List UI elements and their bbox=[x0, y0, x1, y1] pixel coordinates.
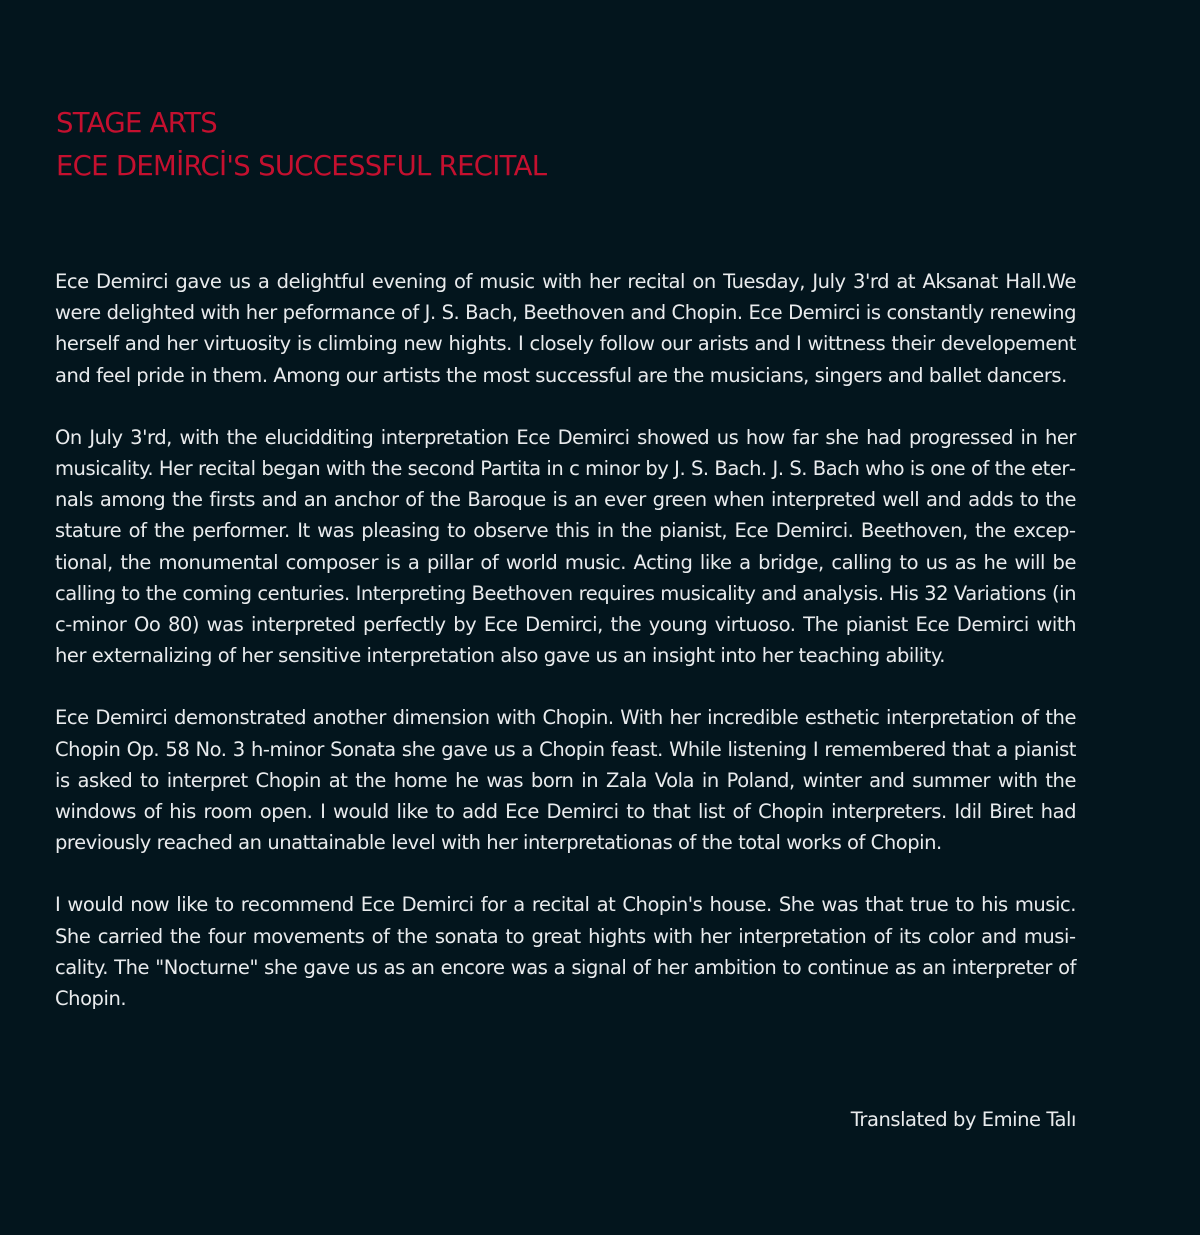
section-label: STAGE ARTS bbox=[56, 107, 218, 139]
translator-credit: Translated by Emine Talı bbox=[850, 1108, 1076, 1131]
page-heading bbox=[56, 102, 1076, 188]
article-title: ECE DEMİRCİ'S SUCCESSFUL RECITAL bbox=[56, 150, 547, 182]
article-body bbox=[55, 266, 1076, 1045]
article-paragraph: Ece Demirci gave us a delightful evening of music with her recital on Tuesday, July 3'rd at Aksanat Hall.We were delighted with her peformance of J. S. Bach, Beethoven and Chopin. Ece Demirci is constantly renewing herself and her virtuosity is climbing new hights. I closely follow our arists and I wittness their developement and feel pride in them. Among our artists the most successful are the musicians, singers and ballet dancers. bbox=[55, 270, 1076, 387]
article-paragraph: I would now like to recommend Ece Demirci for a recital at Chopin's house. She was that true to his music. She carried the four movements of the sonata to great hights with her interpretation of its color and musicality. The "Nocturne" she gave us as an encore was a signal of her ambition to continue as an interpreter of Chopin. bbox=[55, 893, 1076, 1011]
article-paragraph: Ece Demirci demonstrated another dimension with Chopin. With her incredible esthetic interpretation of the Chopin Op. 58 No. 3 h-minor Sonata she gave us a Chopin feast. While listening I remembered that a pianist is asked to interpret Chopin at the home he was born in Zala Vola in Poland, winter and summer with the windows of his room open. I would like to add Ece Demirci to that list of Chopin interpreters. Idil Biret had previously reached an unattainable level with her interpretationas of the total works of Chopin. bbox=[55, 706, 1076, 855]
article-paragraph: On July 3'rd, with the elucidditing interpretation Ece Demirci showed us how far she had progressed in her musicality. Her recital began with the second Partita in c minor by J. S. Bach. J. S. Bach who is one of the eternals among the firsts and an anchor of the Baroque is an ever green when interpreted well and adds to the stature of the performer. It was pleasing to observe this in the pianist, Ece Demirci. Beethoven, the exceptional, the monumental composer is a pillar of world music. Acting like a bridge, calling to us as he will be calling to the coming centuries. Interpreting Beethoven requires musicality and analysis. His 32 Variations (in c-minor Oo 80) was interpreted perfectly by Ece Demirci, the young virtuoso. The pianist Ece Demirci with her externalizing of her sensitive interpretation also gave us an insight into her teaching ability. bbox=[55, 425, 1076, 668]
